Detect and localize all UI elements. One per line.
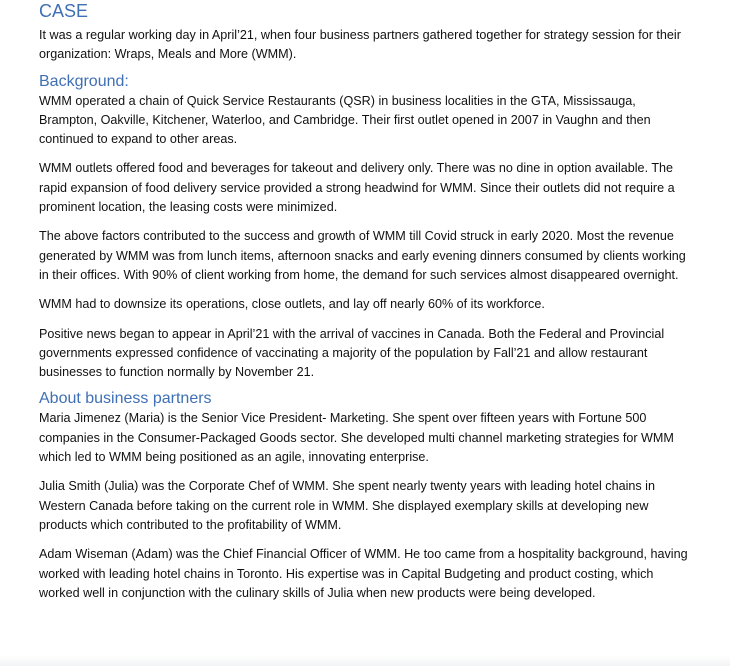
- partner-paragraph-maria: Maria Jimenez (Maria) is the Senior Vice President- Marketing. She spent over fifteen years with Fortune 500 companies in the Consumer-Packaged Goods sector. She developed multi channel marketing strategies for WMM which led to WMM being positioned as an agile, innovating enterprise.: [39, 411, 674, 465]
- partner-paragraph-adam: Adam Wiseman (Adam) was the Chief Financial Officer of WMM. He too came from a hospitality background, having worked with leading hotel chains in Toronto. His expertise was in Capital Budgeting and product costing, which worked well in conjunction with the culinary skills of Julia when new products were being developed.: [39, 547, 688, 600]
- background-heading: Background:: [39, 72, 129, 90]
- background-paragraph-4: WMM had to downsize its operations, close outlets, and lay off nearly 60% of its workforce.: [39, 297, 545, 312]
- background-paragraph-1: WMM operated a chain of Quick Service Restaurants (QSR) in business localities in the GTA, Mississauga, Brampton, Oakville, Kitchener, Waterloo, and Cambridge. Their first outlet opened in 2007 in Vaughn and then continued to expand to other areas.: [39, 93, 651, 147]
- background-paragraph-3: The above factors contributed to the success and growth of WMM till Covid struck in early 2020. Most the revenue generated by WMM was from lunch items, afternoon snacks and early evening dinners consumed by clients working in their offices. With 90% of client working from home, the demand for such services almost disappeared overnight.: [39, 229, 686, 282]
- background-paragraph-2: WMM outlets offered food and beverages for takeout and delivery only. There was no dine in option available. The rapid expansion of food delivery service provided a strong headwind for WMM. Since their outlets did not require a prominent location, the leasing costs were minimized.: [39, 161, 675, 215]
- page-bottom-edge: [0, 656, 730, 666]
- case-heading: CASE: [39, 1, 89, 21]
- background-paragraph-5: Positive news began to appear in April’21 with the arrival of vaccines in Canada. Both the Federal and Provincial governments expressed confidence of vaccinating a majority of the population by Fall’21 and allow restaurant businesses to function normally by November 21.: [39, 326, 665, 380]
- partner-paragraph-julia: Julia Smith (Julia) was the Corporate Chef of WMM. She spent nearly twenty years with leading hotel chains in Western Canada before taking on the current role in WMM. She displayed exemplary skills at developing new products which contributed to the profitability of WMM.: [39, 479, 655, 532]
- intro-paragraph: It was a regular working day in April’21, when four business partners gathered together for strategy session for their organization: Wraps, Meals and More (WMM).: [39, 28, 681, 62]
- document-body: [39, 0, 689, 603]
- partners-heading: About business partners: [39, 390, 212, 408]
